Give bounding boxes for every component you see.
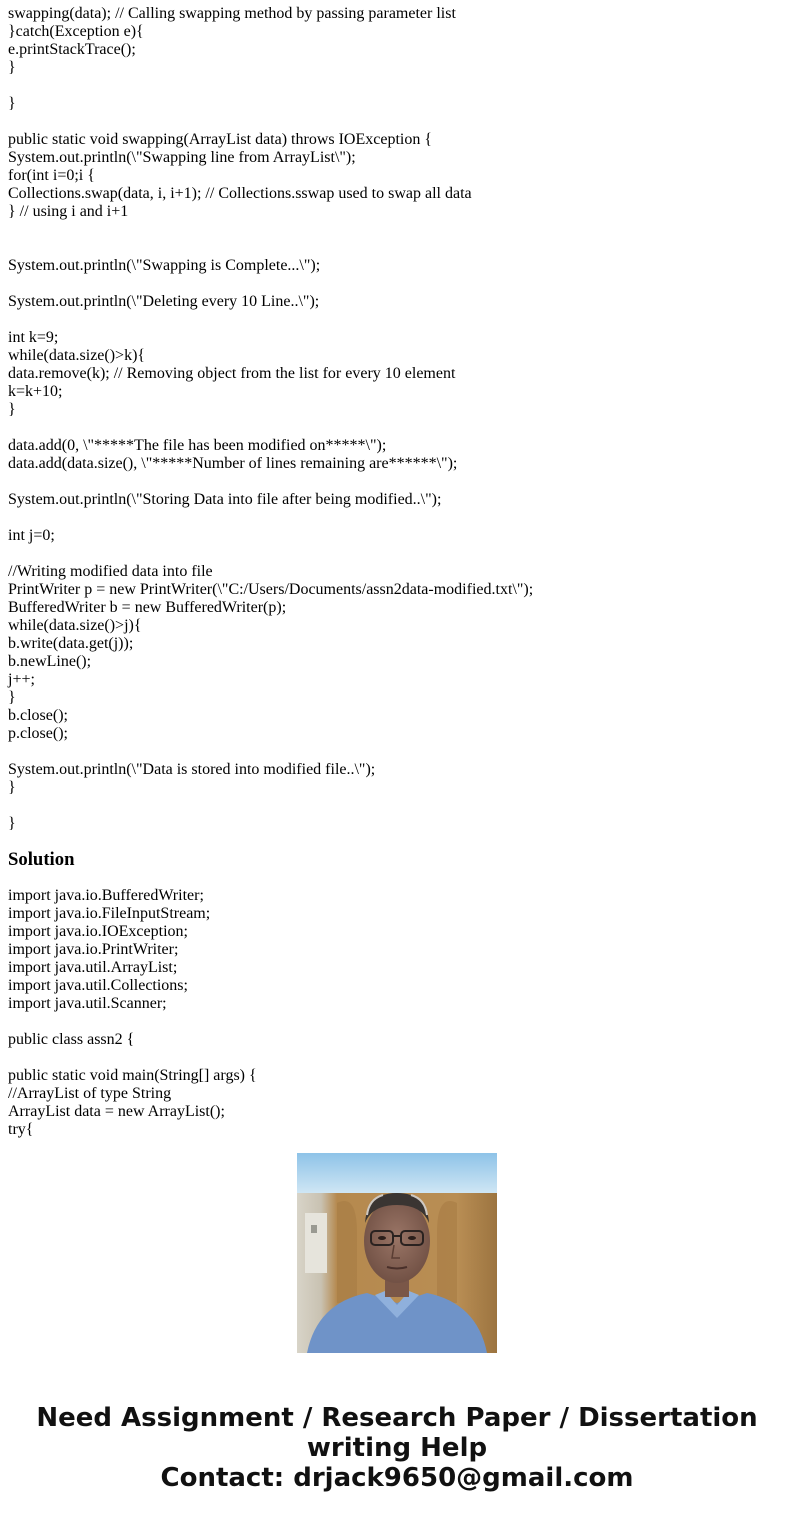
author-avatar xyxy=(297,1153,497,1353)
assignment-help-ad xyxy=(0,1403,794,1493)
ad-line-1: Need Assignment / Research Paper / Dissertation xyxy=(36,1403,758,1433)
author-portrait-image xyxy=(297,1153,497,1353)
code-block-solution: import java.io.BufferedWriter; import java.io.FileInputStream; import java.io.IOException; import java.io.PrintWriter; import java.util.ArrayList; import java.util.Collections; import java.util.Scanner; public class assn2 { public static void main(String[] args) { //ArrayList of type String ArrayList data = new ArrayList(); try{ xyxy=(8,887,257,1138)
solution-heading: Solution xyxy=(8,849,75,870)
code-block-top: swapping(data); // Calling swapping method by passing parameter list }catch(Exception e){ e.printStackTrace(); } } public static void swapping(ArrayList data) throws IOException { System.out.println(\"Swapping line from ArrayList\"); for(int i=0;i { Collections.swap(data, i, i+1); // Collections.sswap used to swap all data } // using i and i+1 System.out.println(\"Swapping is Complete...\"); System.out.println(\"Deleting every 10 Line..\"); int k=9; while(data.size()>k){ data.remove(k); // Removing object from the list for every 10 element k=k+10; } data.add(0, \"*****The file has been modified on*****\"); data.add(data.size(), \"*****Number of lines remaining are******\"); System.out.println(\"Storing Data into file after being modified..\"); int j=0; //Writing modified data into file PrintWriter p = new PrintWriter(\"C:/Users/Documents/assn2data-modified.txt\"); BufferedWriter b = new BufferedWriter(p); while(data.size()>j){ b.write(data.get(j)); b.newLine(); j++; } b.close(); p.close(); System.out.println(\"Data is stored into modified file..\"); } } xyxy=(8,5,534,832)
ad-contact-email[interactable]: Contact: drjack9650@gmail.com xyxy=(160,1463,634,1493)
ad-line-2: writing Help xyxy=(306,1433,488,1463)
code-section xyxy=(8,5,788,1138)
